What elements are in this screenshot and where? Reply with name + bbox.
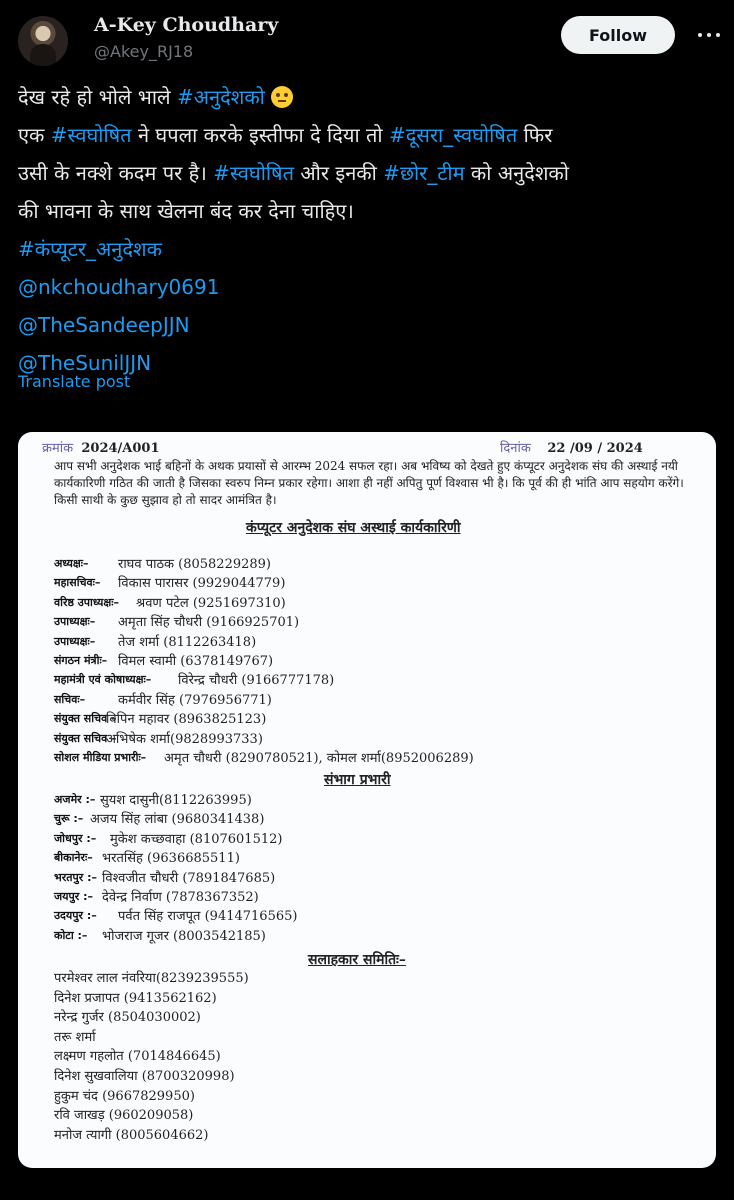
division-role: जोधपुर :– <box>54 831 97 845</box>
attached-document-image[interactable] <box>18 432 716 1168</box>
division-role: कोटा :– <box>54 928 88 942</box>
post-text-segment: एक <box>18 123 51 147</box>
reference-number: क्रमांक 2024/A001 <box>42 441 160 456</box>
division-member: पर्वत सिंह राजपूत (9414716565) <box>118 909 298 925</box>
post-text-segment: ने घपला करके इस्तीफा दे दिया तो <box>131 123 389 147</box>
post-text-segment: देख रहे हो भोले भाले <box>18 85 177 109</box>
division-role: अजमेर :– <box>54 793 96 806</box>
exec-member: विकास पारासर (9929044779) <box>118 576 286 592</box>
translate-post-link[interactable]: Translate post <box>18 372 131 391</box>
division-member: अजय सिंह लांबा (9680341438) <box>90 812 265 828</box>
exec-role: संयुक्त सचिव – <box>54 712 117 726</box>
post-text-segment: उसी के नक्शे कदम पर है। <box>18 161 214 185</box>
author-handle[interactable]: @Akey_RJ18 <box>94 42 194 61</box>
mention-link[interactable]: @TheSunilJJN <box>18 351 152 375</box>
avatar[interactable] <box>18 16 68 66</box>
division-role: उदयपुर :– <box>54 909 97 923</box>
post-text-segment: और इनकी <box>294 161 384 185</box>
division-member: भोजराज गूजर (8003542185) <box>102 928 266 944</box>
document-intro: आप सभी अनुदेशक भाई बहिनों के अथक प्रयासों से आरम्भ 2024 सफल रहा। अब भविष्य को देखते हुए कंप्यूटर अनुदेशक संघ की अस्थाई नयी कार्यकारिणी गठित की जाती है जिसका स्वरुप निम्न प्रकार रहेगा। आशा ही नहीं अपितु पूर्ण विश्वास भी है। कि पूर्व की ही भांति आप सहयोग करेंगे। किसी साथी के कुछ सुझाव हो तो सादर आमंत्रित है। <box>54 459 684 507</box>
exec-role: उपाध्यक्षः– <box>54 634 96 648</box>
post-text-line <box>18 192 718 230</box>
exec-member: कर्मवीर सिंह (7976956771) <box>118 692 272 708</box>
division-member: सुयश दासुनी(8112263995) <box>100 793 252 808</box>
exec-member: विरेन्द्र चौधरी (9166777178) <box>178 673 335 689</box>
advisory-member: तरू शर्मा <box>54 1029 96 1045</box>
post-text-line <box>18 78 718 116</box>
exec-role: महासचिवः– <box>54 576 101 590</box>
advisory-member: हुकुम चंद (9667829950) <box>54 1088 195 1104</box>
post-header <box>0 0 734 70</box>
exec-role: संयुक्त सचिव – <box>54 731 117 745</box>
hashtag-link[interactable]: #अनुदेशको <box>176 85 265 109</box>
thinking-face-icon <box>271 86 293 108</box>
advisory-member: परमेश्वर लाल नंवरिया(8239239555) <box>54 971 249 986</box>
mention-link[interactable]: @nkchoudhary0691 <box>18 275 220 299</box>
document-date: दिनांक 22 /09 / 2024 <box>500 441 643 456</box>
hashtag-link[interactable]: #दूसरा_स्वघोषित <box>388 123 518 147</box>
post-text-segment: फिर <box>517 123 553 147</box>
post-text-line <box>18 268 718 306</box>
exec-member: तेज शर्मा (8112263418) <box>118 634 257 650</box>
division-role: जयपुर :– <box>54 890 94 903</box>
division-member: देवेन्द्र निर्वाण (7878367352) <box>102 890 259 905</box>
hashtag-link[interactable]: #स्वघोषित <box>213 161 295 185</box>
post-text-line <box>18 154 718 192</box>
exec-role: उपाध्यक्षः– <box>54 615 96 629</box>
division-member: मुकेश कच्छवाहा (8107601512) <box>110 831 283 847</box>
advisory-member: लक्ष्मण गहलोत (7014846645) <box>54 1049 221 1065</box>
hashtag-link[interactable]: #स्वघोषित <box>50 123 132 147</box>
follow-button[interactable]: Follow <box>561 16 675 54</box>
advisory-member: नरेन्द्र गुर्जर (8504030002) <box>54 1010 201 1026</box>
post-text-line <box>18 306 718 344</box>
division-role: चुरू :– <box>54 812 84 826</box>
exec-member: श्रवण पटेल (9251697310) <box>136 595 286 611</box>
author-name[interactable]: A-Key Choudhary <box>94 14 279 36</box>
exec-role: सोशल मीडिया प्रभारीः– <box>54 751 147 764</box>
exec-member: अमृत चौधरी (8290780521), कोमल शर्मा(8952006289) <box>164 751 474 766</box>
hashtag-link[interactable]: #छोर_टीम <box>383 161 465 185</box>
post-text-line <box>18 230 718 268</box>
exec-role: संगठन मंत्रीः– <box>54 654 108 667</box>
division-member: भरतसिंह (9636685511) <box>102 851 240 867</box>
executive-committee-title: कंप्यूटर अनुदेशक संघ अस्थाई कार्यकारिणी <box>246 520 461 536</box>
advisory-member: रवि जाखड़ (960209058) <box>54 1108 194 1124</box>
exec-role: अध्यक्षः– <box>54 557 89 570</box>
exec-role: वरिष्ठ उपाध्यक्षः– <box>54 595 120 609</box>
advisory-member: दिनेश सुखवालिया (8700320998) <box>54 1069 235 1084</box>
exec-role: महामंत्री एवं कोषाध्यक्षः– <box>54 673 152 687</box>
division-role: बीकानेरः– <box>54 851 93 865</box>
post-text-segment: की भावना के साथ खेलना बंद कर देना चाहिए। <box>18 199 354 223</box>
exec-role: सचिवः– <box>54 692 86 706</box>
division-member: विश्वजीत चौधरी (7891847685) <box>102 870 276 886</box>
bottom-fade <box>0 1168 734 1200</box>
exec-member: अभिषेक शर्मा(9828993733) <box>106 731 263 747</box>
exec-member: विमल स्वामी (6378149767) <box>118 654 274 669</box>
post-text-segment: को अनुदेशको <box>464 161 569 185</box>
exec-member: राघव पाठक (8058229289) <box>118 557 272 572</box>
hashtag-link[interactable]: #कंप्यूटर_अनुदेशक <box>18 237 162 261</box>
advisory-member: दिनेश प्रजापत (9413562162) <box>54 990 217 1006</box>
exec-member: विपिन महावर (8963825123) <box>106 712 267 728</box>
division-incharge-title: संभाग प्रभारी <box>324 772 391 788</box>
advisory-committee-title: सलाहकार समितिः– <box>308 952 406 968</box>
advisory-member: मनोज त्यागी (8005604662) <box>54 1127 209 1143</box>
mention-link[interactable]: @TheSandeepJJN <box>18 313 190 337</box>
more-options-icon[interactable] <box>698 32 720 38</box>
exec-member: अमृता सिंह चौधरी (9166925701) <box>118 615 300 631</box>
post-text-line <box>18 116 718 154</box>
post-text <box>18 78 718 382</box>
division-role: भरतपुर :– <box>54 870 97 884</box>
